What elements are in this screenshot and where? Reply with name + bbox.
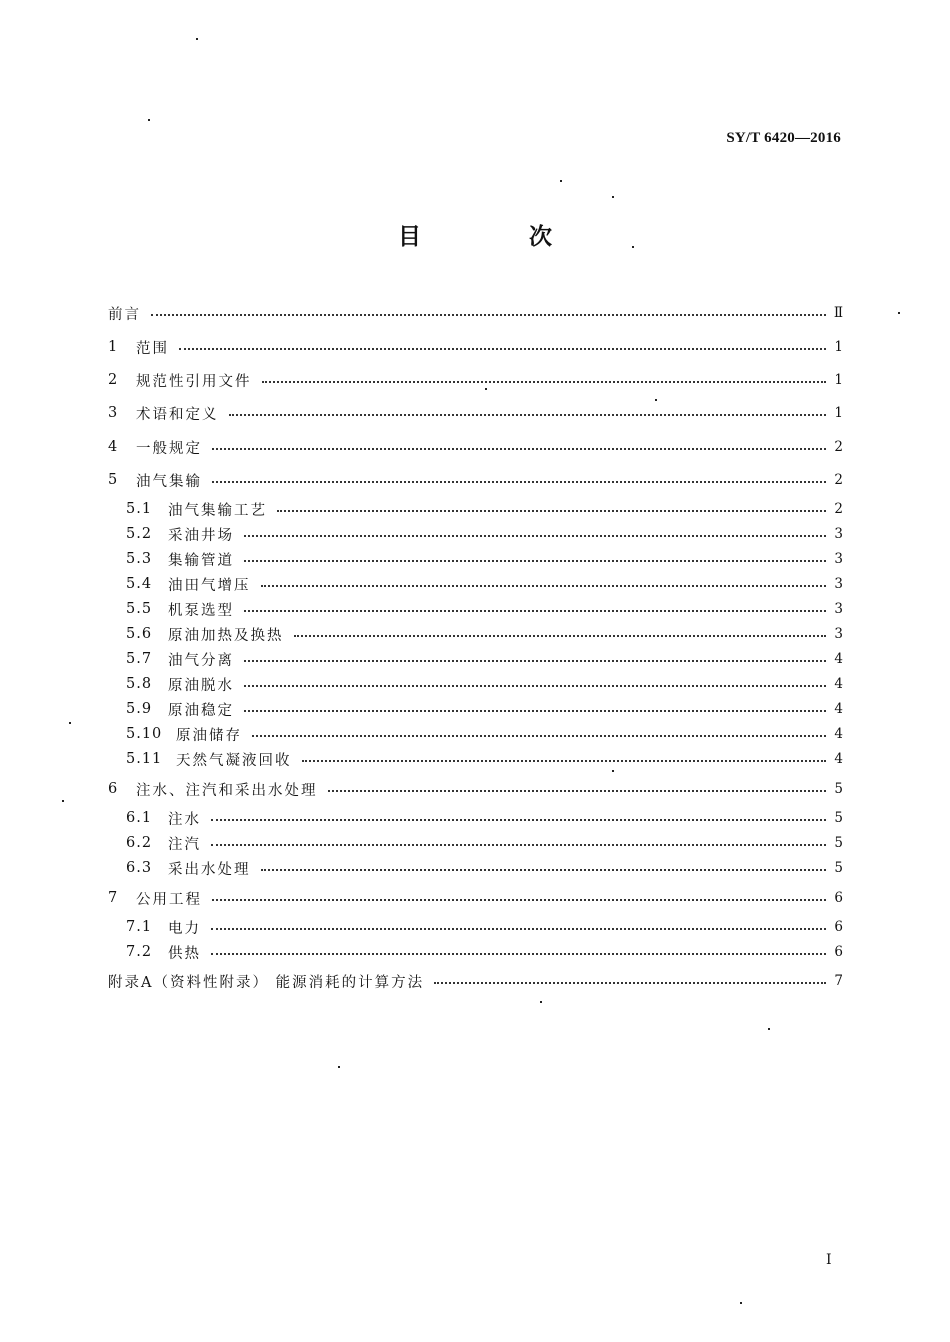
- toc-leader: [212, 481, 826, 483]
- toc-leader: [211, 819, 826, 821]
- toc-label: 术语和定义: [136, 406, 219, 423]
- toc-entry-5-5[interactable]: [126, 598, 843, 620]
- toc-number: 4: [108, 439, 120, 455]
- scan-speck: [540, 1001, 542, 1003]
- toc-label: 采油井场: [168, 527, 234, 544]
- scan-speck: [560, 180, 562, 182]
- toc-leader: [244, 710, 826, 712]
- toc-number: 5.1: [126, 501, 153, 517]
- toc-entry-7-2[interactable]: [126, 941, 843, 963]
- toc-label: 原油脱水: [168, 677, 234, 694]
- toc-number: 6: [108, 781, 120, 797]
- toc-page: 4: [834, 751, 843, 767]
- toc-label: 集输管道: [168, 552, 234, 569]
- toc-leader: [211, 844, 826, 846]
- toc-page: 5: [834, 860, 843, 876]
- toc-page: 1: [834, 405, 843, 421]
- toc-number: 1: [108, 339, 120, 355]
- toc-entry-5-3[interactable]: [126, 548, 843, 570]
- toc-entry-1[interactable]: [108, 336, 843, 358]
- toc-entry-6-2[interactable]: [126, 832, 843, 854]
- toc-page: 2: [834, 501, 843, 517]
- toc-number: 7.1: [126, 919, 153, 935]
- page-title: 目 次: [397, 224, 602, 250]
- toc-leader: [244, 535, 826, 537]
- toc-label: 原油储存: [176, 727, 242, 744]
- toc-label: 前言: [108, 306, 141, 323]
- toc-page: 3: [834, 551, 843, 567]
- toc-number: 5.5: [126, 601, 153, 617]
- toc-leader: [212, 899, 826, 901]
- toc-entry-5[interactable]: [108, 469, 843, 491]
- toc-leader: [302, 760, 827, 762]
- toc-leader: [211, 953, 826, 955]
- page-number: I: [826, 1252, 832, 1268]
- toc-entry-foreword[interactable]: [108, 302, 843, 324]
- toc-label: 附录A（资料性附录） 能源消耗的计算方法: [108, 974, 425, 991]
- toc-entry-2[interactable]: [108, 369, 843, 391]
- toc-entry-5-10[interactable]: [126, 723, 843, 745]
- toc-leader: [244, 610, 826, 612]
- toc-page: Ⅱ: [833, 305, 843, 321]
- toc-number: 5.4: [126, 576, 153, 592]
- scan-speck: [768, 1028, 770, 1030]
- toc-number: 5.2: [126, 526, 153, 542]
- standard-code: SY/T 6420—2016: [726, 130, 841, 146]
- toc-leader: [212, 448, 826, 450]
- toc-leader: [151, 314, 826, 316]
- toc-entry-5-6[interactable]: [126, 623, 843, 645]
- toc-label: 油气分离: [168, 652, 234, 669]
- toc-page: 4: [834, 651, 843, 667]
- toc-leader: [262, 381, 827, 383]
- toc-leader: [277, 510, 826, 512]
- scan-speck: [612, 196, 614, 198]
- toc-entry-7-1[interactable]: [126, 916, 843, 938]
- toc-label: 采出水处理: [168, 861, 251, 878]
- toc-label: 原油稳定: [168, 702, 234, 719]
- toc-page: 4: [834, 701, 843, 717]
- scan-speck: [338, 1066, 340, 1068]
- toc-page: 3: [834, 626, 843, 642]
- toc-leader: [294, 635, 827, 637]
- toc-leader: [179, 348, 826, 350]
- toc-number: 7: [108, 890, 120, 906]
- toc-label: 油气集输: [136, 473, 202, 490]
- scan-speck: [612, 770, 614, 772]
- toc-number: 5.3: [126, 551, 153, 567]
- toc-number: 5.11: [126, 751, 163, 767]
- toc-leader: [244, 660, 826, 662]
- toc-number: 5.6: [126, 626, 153, 642]
- toc-entry-6-1[interactable]: [126, 807, 843, 829]
- toc-label: 注水: [168, 811, 201, 828]
- toc-label: 公用工程: [136, 891, 202, 908]
- toc-label: 油气集输工艺: [168, 502, 267, 519]
- toc-page: 1: [834, 372, 843, 388]
- scan-speck: [148, 119, 150, 121]
- toc-entry-5-8[interactable]: [126, 673, 843, 695]
- toc-number: 6.2: [126, 835, 153, 851]
- toc-label: 油田气增压: [168, 577, 251, 594]
- toc-leader: [244, 560, 826, 562]
- toc-leader: [252, 735, 826, 737]
- toc-page: 4: [834, 676, 843, 692]
- toc-entry-4[interactable]: [108, 436, 843, 458]
- toc-leader: [229, 414, 827, 416]
- toc-leader: [211, 928, 826, 930]
- toc-number: 6.1: [126, 810, 153, 826]
- toc-label: 一般规定: [136, 440, 202, 457]
- scan-speck: [485, 388, 487, 390]
- toc-label: 注汽: [168, 836, 201, 853]
- toc-page: 1: [834, 339, 843, 355]
- toc-leader: [261, 585, 827, 587]
- toc-leader: [261, 869, 827, 871]
- toc-entry-6-3[interactable]: [126, 857, 843, 879]
- toc-entry-5-2[interactable]: [126, 523, 843, 545]
- toc-label: 机泵选型: [168, 602, 234, 619]
- toc-entry-5-7[interactable]: [126, 648, 843, 670]
- toc-number: 5.8: [126, 676, 153, 692]
- scan-speck: [632, 246, 634, 248]
- scan-speck: [62, 800, 64, 802]
- scan-speck: [740, 1302, 742, 1304]
- toc-number: 2: [108, 372, 120, 388]
- toc-entry-5-1[interactable]: [126, 498, 843, 520]
- toc-label: 注水、注汽和采出水处理: [136, 782, 318, 799]
- scan-speck: [655, 399, 657, 401]
- toc-page: 3: [834, 601, 843, 617]
- toc-entry-5-11[interactable]: [126, 748, 843, 770]
- toc-number: 5.7: [126, 651, 153, 667]
- toc-leader: [434, 982, 826, 984]
- toc-page: 2: [834, 472, 843, 488]
- toc-entry-appendix-a[interactable]: [108, 970, 843, 992]
- scan-speck: [69, 722, 71, 724]
- toc-number: 6.3: [126, 860, 153, 876]
- toc-number: 5: [108, 472, 120, 488]
- toc-label: 电力: [168, 920, 201, 937]
- toc-entry-7[interactable]: [108, 887, 843, 909]
- toc-page: 7: [834, 973, 843, 989]
- toc-page: 5: [834, 835, 843, 851]
- toc-label: 规范性引用文件: [136, 373, 252, 390]
- scan-speck: [196, 38, 198, 40]
- toc-page: 6: [834, 919, 843, 935]
- toc-page: 5: [834, 810, 843, 826]
- toc-label: 供热: [168, 945, 201, 962]
- toc-label: 范围: [136, 340, 169, 357]
- toc-page: 6: [834, 944, 843, 960]
- toc-page: 2: [834, 439, 843, 455]
- toc-label: 天然气凝液回收: [176, 752, 292, 769]
- toc-entry-3[interactable]: [108, 402, 843, 424]
- toc-number: 3: [108, 405, 120, 421]
- toc-leader: [244, 685, 826, 687]
- toc-entry-5-4[interactable]: [126, 573, 843, 595]
- toc-number: 7.2: [126, 944, 153, 960]
- toc-entry-5-9[interactable]: [126, 698, 843, 720]
- toc-entry-6[interactable]: [108, 778, 843, 800]
- toc-number: 5.9: [126, 701, 153, 717]
- toc-page: 3: [834, 526, 843, 542]
- toc-page: 6: [834, 890, 843, 906]
- toc-number: 5.10: [126, 726, 163, 742]
- toc-label: 原油加热及换热: [168, 627, 284, 644]
- scan-speck: [898, 312, 900, 314]
- toc-page: 3: [834, 576, 843, 592]
- toc-leader: [328, 790, 827, 792]
- toc-page: 5: [834, 781, 843, 797]
- toc-page: 4: [834, 726, 843, 742]
